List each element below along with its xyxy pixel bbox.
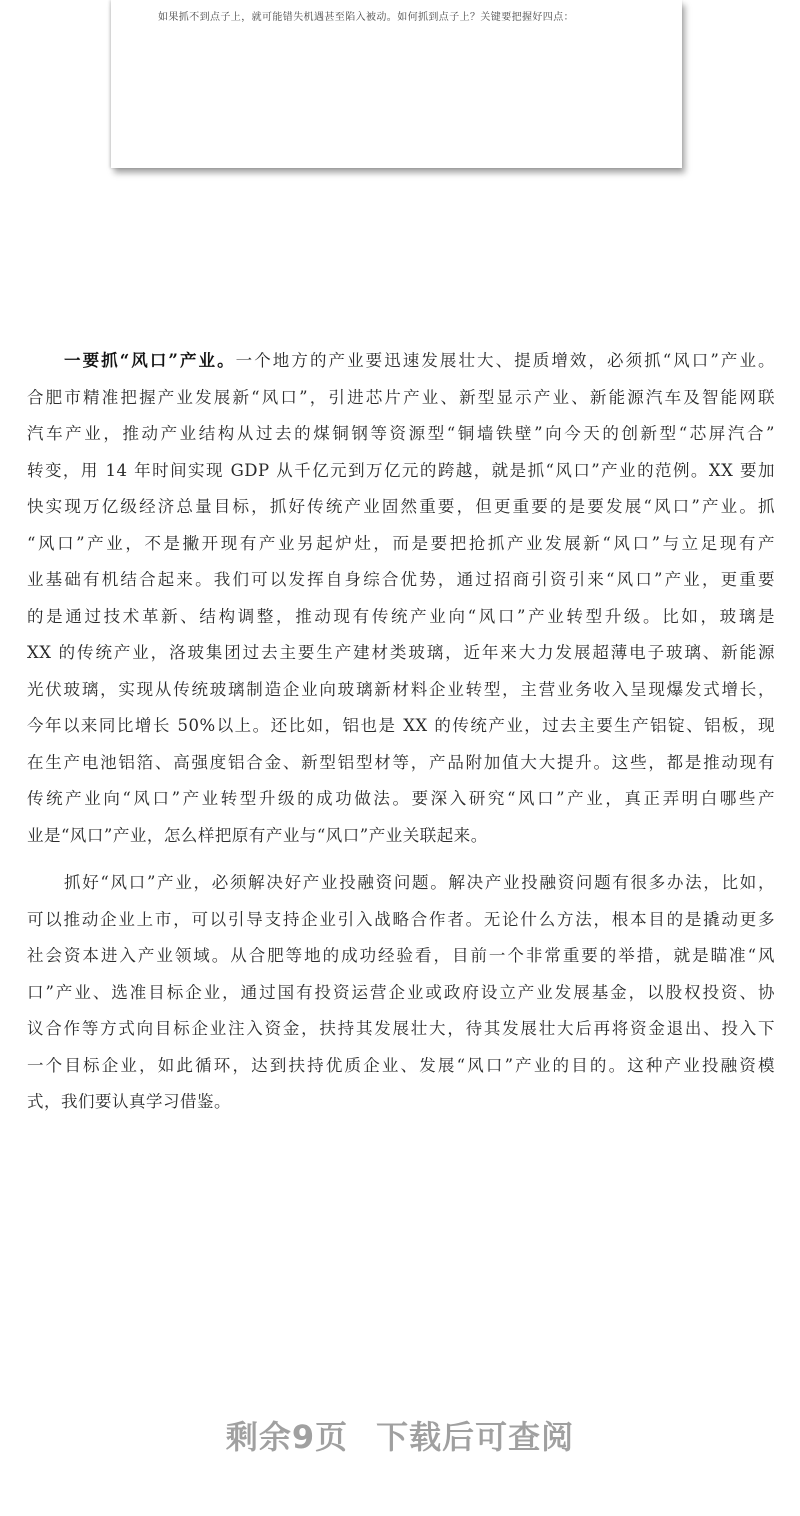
- paragraph-line: 一个目标企业，如此循环，达到扶持优质企业、发展“风口”产业的目的。这种产业投融资模: [27, 1055, 775, 1075]
- paragraph-line: 传统产业向“风口”产业转型升级的成功做法。要深入研究“风口”产业，真正弄明白哪些产: [27, 789, 775, 808]
- paragraph-line: “风口”产业，不是撇开现有产业另起炉灶，而是要把抢抓产业发展新“风口”与立足现有产: [27, 533, 775, 553]
- paragraph-line: [27, 343, 775, 380]
- paragraph-line: 式，我们要认真学习借鉴。: [27, 1092, 231, 1111]
- download-prompt[interactable]: [0, 1412, 800, 1458]
- paragraph-line: XX 的传统产业，洛玻集团过去主要生产建材类玻璃，近年来大力发展超薄电子玻璃、新能源: [27, 643, 775, 662]
- remaining-pages-label: 剩余9页: [225, 1418, 349, 1456]
- paragraph-line: 可以推动企业上市，可以引导支持企业引入战略合作者。无论什么方法，根本目的是撬动更多: [27, 909, 775, 929]
- paragraph-1: [27, 380, 775, 855]
- download-to-view-label[interactable]: 下载后可查阅: [376, 1418, 575, 1456]
- paragraph-line: 合肥市精准把握产业发展新“风口”，引进芯片产业、新型显示产业、新能源汽车及智能网联: [27, 387, 775, 407]
- paragraph-line: 业是“风口”产业，怎么样把原有产业与“风口”产业关联起来。: [27, 825, 488, 845]
- paragraph-line: 议合作等方式向目标企业注入资金，扶持其发展壮大，待其发展壮大后再将资金退出、投入下: [27, 1019, 775, 1038]
- document-preview-page: [111, 0, 682, 168]
- paragraph-line: 的是通过技术革新、结构调整，推动现有传统产业向“风口”产业转型升级。比如，玻璃是: [27, 606, 775, 626]
- paragraph-line: 口”产业、选准目标企业，通过国有投资运营企业或政府设立产业发展基金，以股权投资、协: [27, 982, 775, 1002]
- paragraph-line: 转变，用 14 年时间实现 GDP 从千亿元到万亿元的跨越，就是抓“风口”产业的范例。XX 要加: [27, 460, 775, 480]
- paragraph-2: [27, 865, 775, 1121]
- preview-text: 如果抓不到点子上，就可能错失机遇甚至陷入被动。如何抓到点子上？关键要把握好四点：: [158, 12, 574, 23]
- paragraph-line: 业基础有机结合起来。我们可以发挥自身综合优势，通过招商引资引来“风口”产业，更重要: [27, 570, 775, 589]
- paragraph-line: 今年以来同比增长 50%以上。还比如，铝也是 XX 的传统产业，过去主要生产铝锭、铝板，现: [27, 716, 775, 735]
- paragraph-line: 汽车产业，推动产业结构从过去的煤铜钢等资源型“铜墙铁壁”向今天的创新型“芯屏汽合”: [27, 424, 775, 443]
- paragraph-line: 抓好“风口”产业，必须解决好产业投融资问题。解决产业投融资问题有很多办法，比如，: [64, 873, 775, 892]
- paragraph-line: 快实现万亿级经济总量目标，抓好传统产业固然重要，但更重要的是要发展“风口”产业。抓: [27, 497, 775, 516]
- paragraph-line: 光伏玻璃，实现从传统玻璃制造企业向玻璃新材料企业转型，主营业务收入呈现爆发式增长，: [27, 679, 775, 699]
- paragraph-line: 在生产电池铝箔、高强度铝合金、新型铝型材等，产品附加值大大提升。这些，都是推动现有: [27, 752, 775, 772]
- document-body: [27, 343, 775, 1121]
- paragraph-text: 一个地方的产业要迅速发展壮大、提质增效，必须抓“风口”产业。: [235, 351, 776, 370]
- paragraph-line: 社会资本进入产业领域。从合肥等地的成功经验看，目前一个非常重要的举措，就是瞄准“风: [27, 946, 775, 965]
- paragraph-lead: 一要抓“风口”产业。: [64, 351, 236, 370]
